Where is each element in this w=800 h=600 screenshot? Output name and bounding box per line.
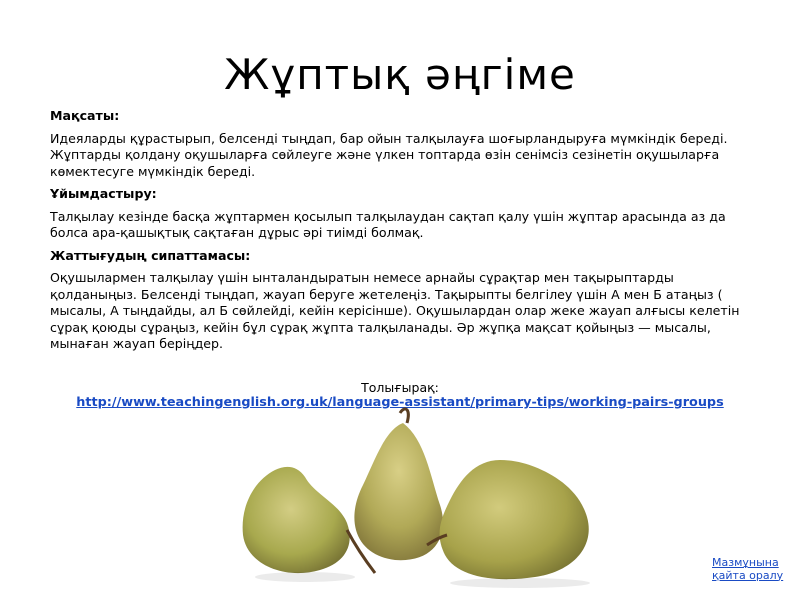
more-info-link[interactable]: http://www.teachingenglish.org.uk/language-assistant/primary-tips/working-pairs-groups — [76, 395, 724, 410]
section-heading-description: Жаттығудың сипаттамасы: — [50, 247, 251, 263]
section-heading-organization: Ұйымдастыру: — [50, 186, 157, 201]
content-body — [50, 108, 740, 359]
section-heading-goal: Мақсаты: — [50, 108, 120, 123]
slide-title: Жұптық әңгіме — [224, 50, 576, 99]
section-text-organization: Талқылау кезінде басқа жұптармен қосылып талқылаудан сақтап қалу үшін жұптар арасында аз да болса ара-қашықтық сақтаған дұрыс әрі тиімді болмақ. — [50, 208, 726, 240]
back-to-contents-link[interactable]: Мазмұнына қайта оралу — [712, 556, 784, 582]
section-text-description: Оқушылармен талқылау үшін ынталандыратын немесе арнайы сұрақтар мен тақырыптарды қолданыңыз. Белсенді тыңдап, жауап беруге жетелеңіз. Тақырыпты белгілеу үшін А мен Б атаңыз ( мысалы, А тыңдайды, ал Б сөйлейді, кейін керісінше). Оқушылардан олар жеке жауап алғысы келетін сұрақ қоюды сұраңыз, кейін бұл сұрақ жұпта талқыланады. Әр жұпқа мақсат қойыңыз — мысалы, мынаған жауап беріңдер. — [50, 270, 740, 351]
pears-image — [235, 405, 625, 590]
more-info-label: Толығырақ: — [361, 380, 439, 395]
section-text-goal: Идеяларды құрастырып, белсенді тыңдап, бар ойын талқылауға шоғырландыруға мүмкіндік береді. Жұптарды қолдану оқушыларға сөйлеуге және үлкен топтарда өзін сенімсіз сезінетін оқушыларға көмектесуге мүмкіндік береді. — [50, 130, 728, 179]
